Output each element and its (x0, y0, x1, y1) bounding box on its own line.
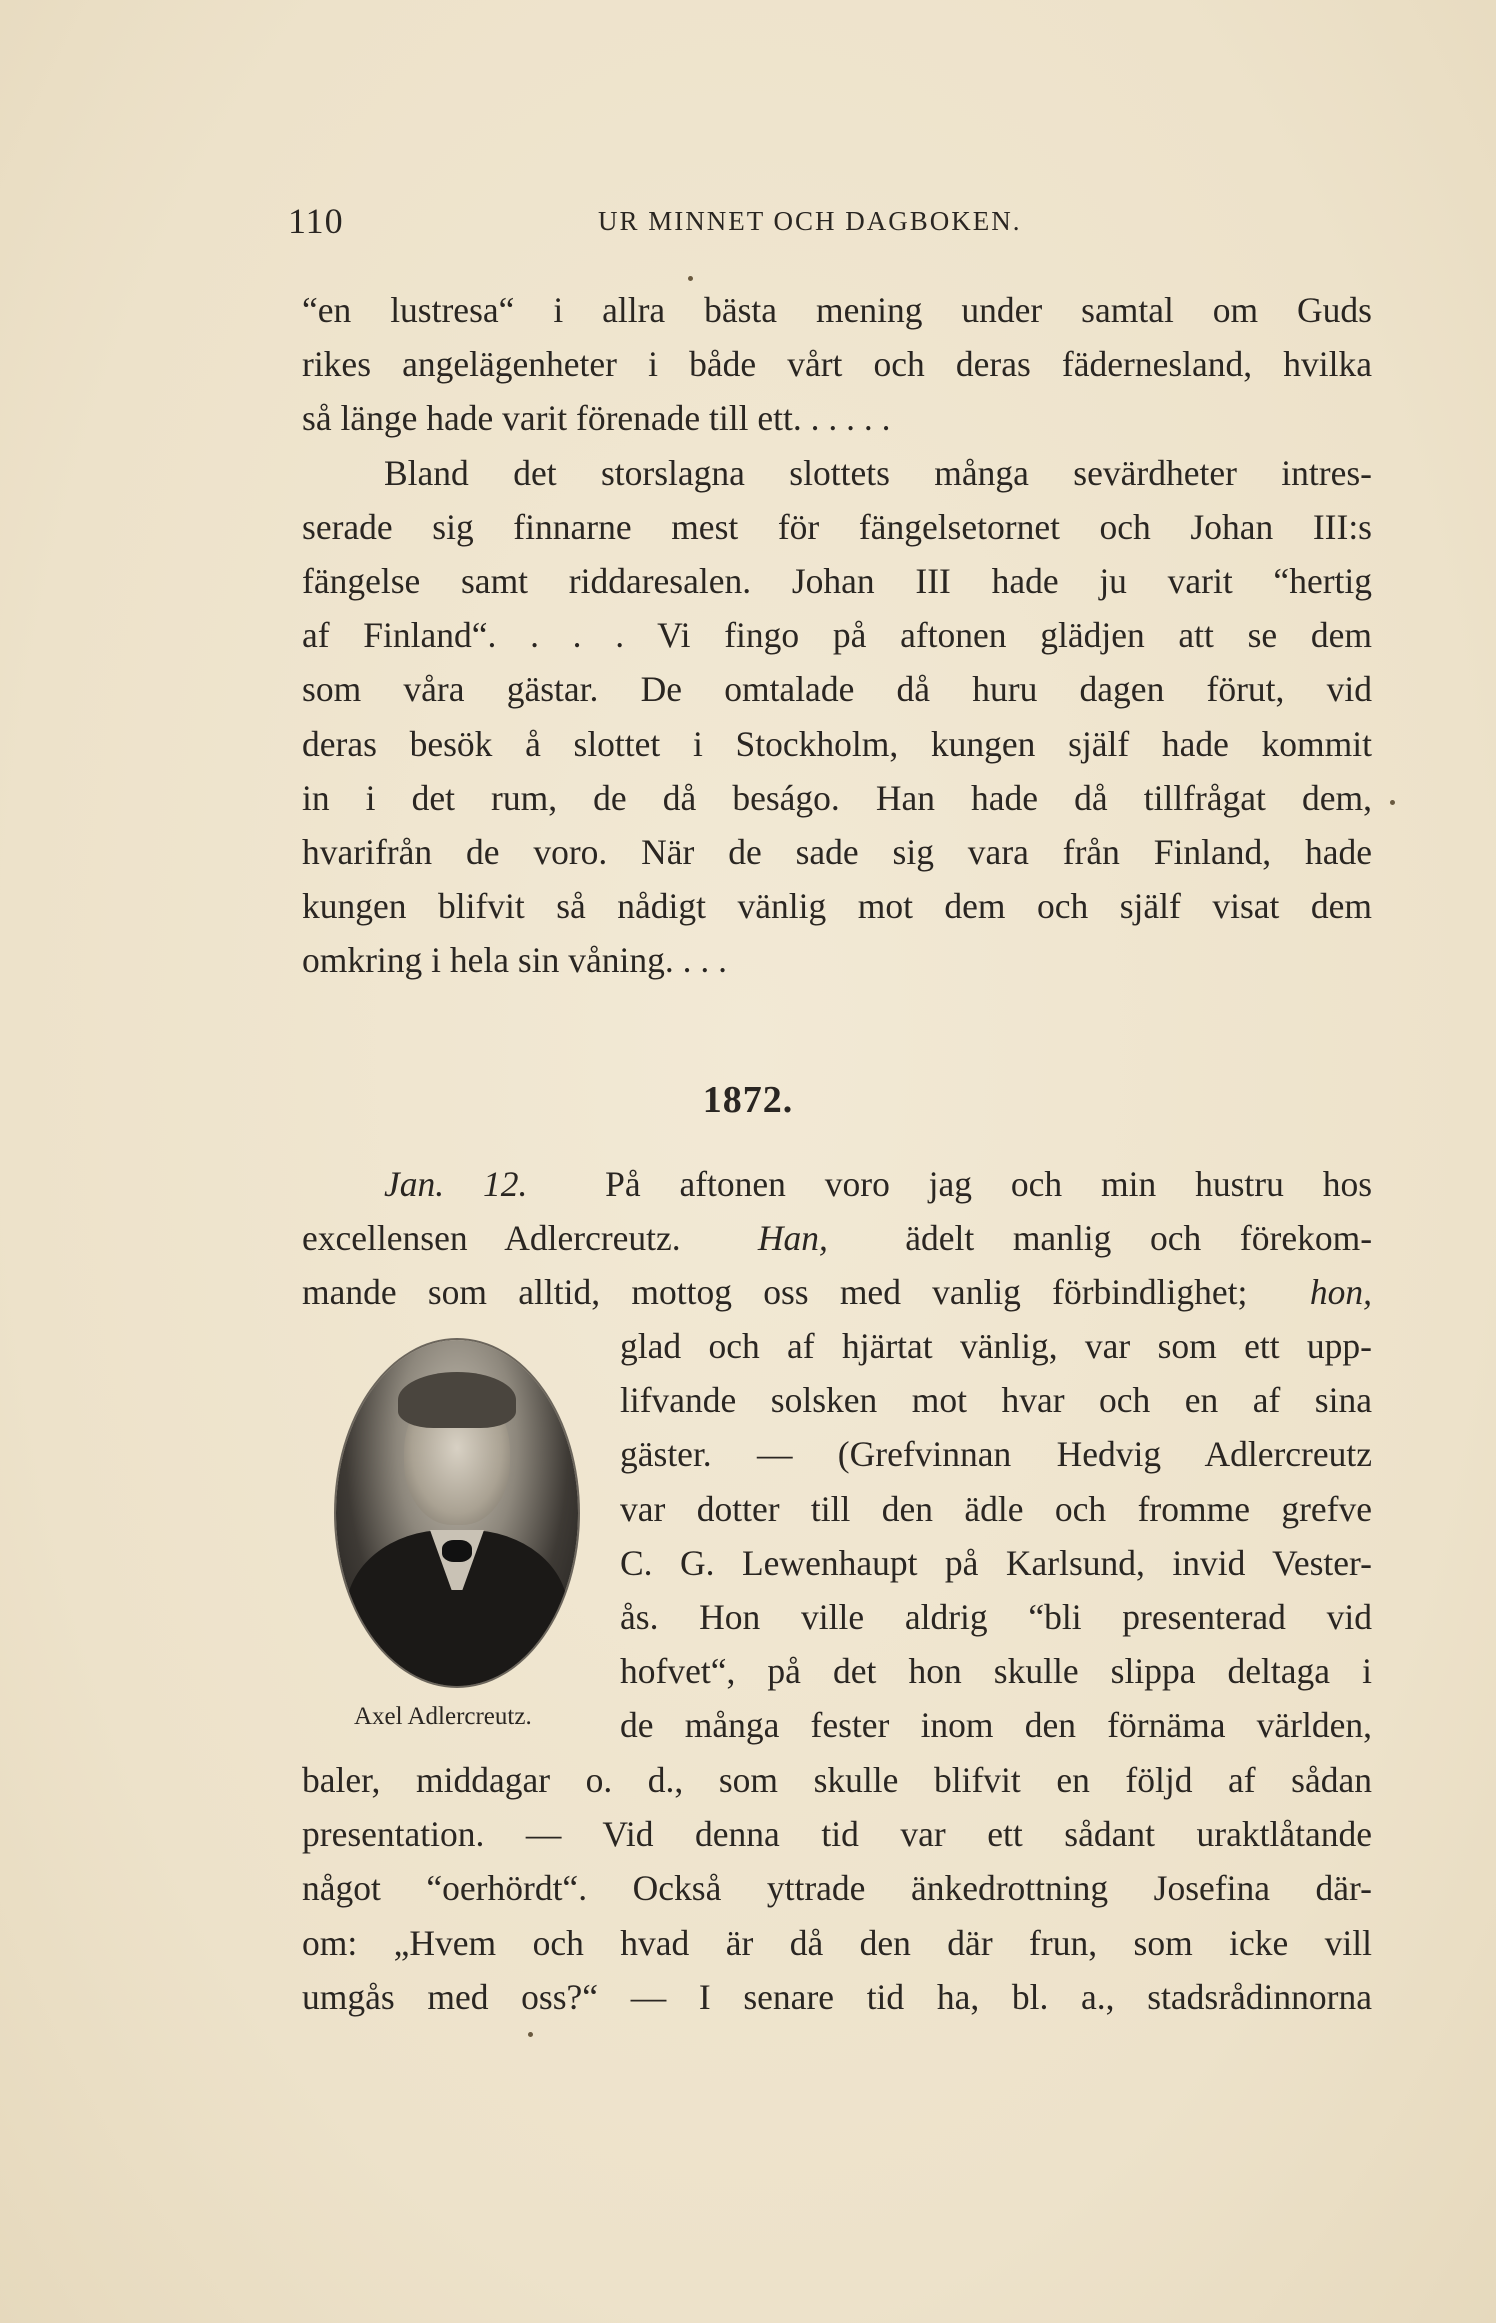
text-line: in i det rum, de då beságo. Han hade då tillfrågat dem, (302, 777, 1372, 818)
print-speck (688, 276, 693, 281)
paragraph-4 (302, 1753, 1372, 2024)
paragraph-3 (620, 1319, 1372, 1753)
portrait-bow-tie (442, 1540, 472, 1562)
text-line: kungen blifvit så nådigt vänlig mot dem och själf visat dem (302, 886, 1372, 927)
year-heading: 1872. (702, 1079, 794, 1121)
portrait-photo (336, 1340, 578, 1686)
text-line: något “oerhördt“. Också yttrade änkedrottning Josefina där- (302, 1868, 1372, 1909)
text-fragment: excellensen Adlercreutz. (302, 1218, 681, 1259)
text-line: ås. Hon ville aldrig “bli presenterad vid (620, 1597, 1372, 1638)
text-line: lifvande solsken mot hvar och en af sina (620, 1380, 1372, 1421)
text-line: gäster. — (Grefvinnan Hedvig Adlercreutz (620, 1434, 1372, 1475)
paragraph-2 (302, 1157, 1372, 1320)
print-speck (528, 2032, 533, 2037)
text-fragment: På aftonen voro jag och min hustru hos (605, 1164, 1373, 1204)
text-line: var dotter till den ädle och fromme grefve (620, 1488, 1372, 1529)
text-line: Bland det storslagna slottets många sevärdheter intres- (384, 452, 1372, 493)
text-line: omkring i hela sin våning. . . . (302, 940, 727, 981)
portrait-caption: Axel Adlercreutz. (354, 1703, 532, 1730)
emphasis-hon: hon, (1309, 1272, 1373, 1313)
portrait-hair (398, 1372, 516, 1428)
text-line: de många fester inom den förnäma världen, (620, 1705, 1372, 1746)
text-line: hvarifrån de voro. När de sade sig vara från Finland, hade (302, 832, 1372, 873)
page-header (288, 200, 1368, 250)
text-line: af Finland“. . . . Vi fingo på aftonen glädjen att se dem (302, 615, 1372, 656)
text-line: om: „Hvem och hvad är då den där frun, som icke vill (302, 1922, 1372, 1963)
text-fragment: mande som alltid, mottog oss med vanlig förbindlighet; (302, 1272, 1248, 1313)
text-line (302, 1265, 1372, 1319)
paragraph-1 (302, 283, 1372, 988)
text-line: umgås med oss?“ — I senare tid ha, bl. a., stadsrådinnorna (302, 1976, 1372, 2017)
text-line: hofvet“, på det hon skulle slippa deltaga i (620, 1651, 1372, 1692)
text-line: C. G. Lewenhaupt på Karlsund, invid Vester- (620, 1542, 1372, 1583)
text-line: glad och af hjärtat vänlig, var som ett upp- (620, 1326, 1372, 1366)
text-line: som våra gästar. De omtalade då huru dagen förut, vid (302, 669, 1372, 710)
text-line (302, 1157, 1372, 1211)
text-line: serade sig finnarne mest för fängelsetornet och Johan III:s (302, 506, 1372, 547)
text-line: presentation. — Vid denna tid var ett sådant uraktlåtande (302, 1814, 1372, 1855)
emphasis-han: Han, (757, 1218, 828, 1259)
text-line: baler, middagar o. d., som skulle blifvit en följd af sådan (302, 1760, 1372, 1800)
entry-date: Jan. 12. (384, 1164, 528, 1204)
running-head: UR MINNET OCH DAGBOKEN. (598, 206, 1022, 236)
text-line (302, 1211, 1372, 1265)
print-speck (1390, 800, 1395, 805)
text-fragment: ädelt manlig och förekom- (905, 1218, 1373, 1259)
text-line: deras besök å slottet i Stockholm, kungen själf hade kommit (302, 723, 1372, 764)
page-number: 110 (288, 201, 344, 241)
text-line: rikes angelägenheter i både vårt och deras fädernesland, hvilka (302, 344, 1372, 385)
text-line: så länge hade varit förenade till ett. . . . . . (302, 398, 891, 439)
text-line: fängelse samt riddaresalen. Johan III hade ju varit “hertig (302, 561, 1372, 602)
text-line: “en lustresa“ i allra bästa mening under samtal om Guds (302, 290, 1372, 330)
